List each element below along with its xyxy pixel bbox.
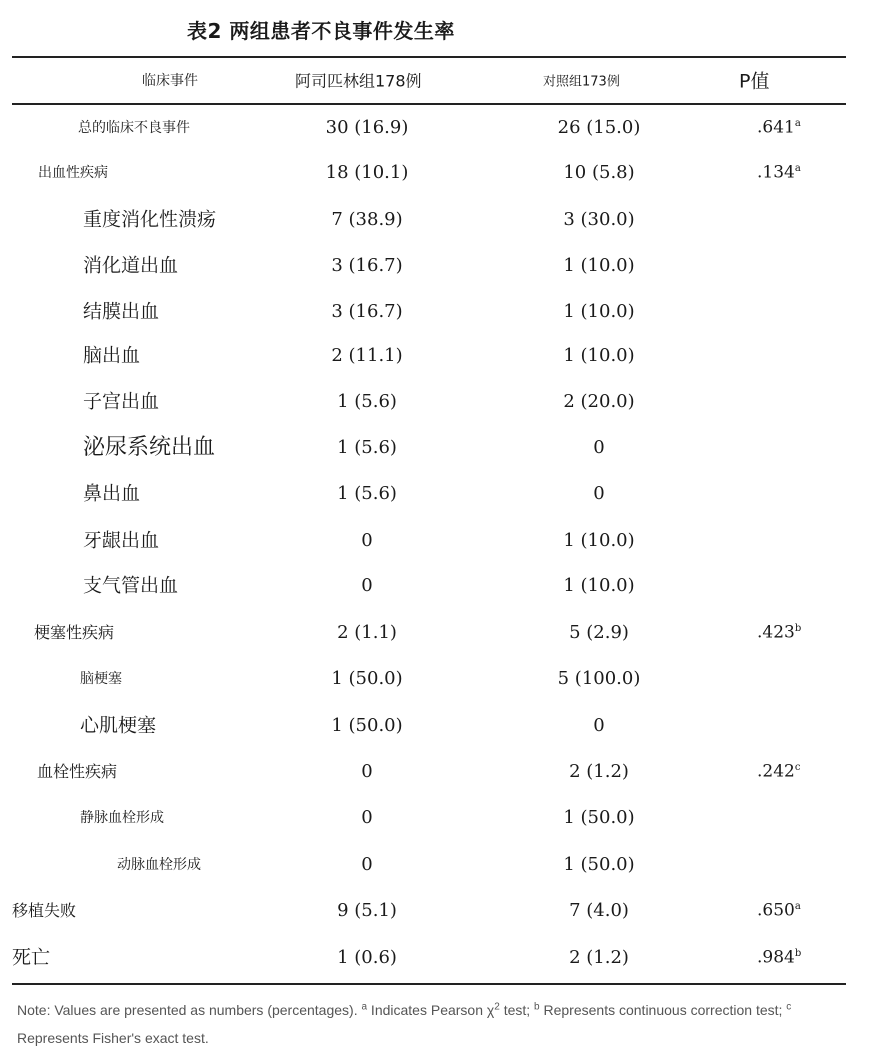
table-row [0, 390, 880, 413]
control-value: 0 [593, 437, 605, 458]
aspirin-value: 3 (16.7) [331, 255, 403, 276]
event-label: 血栓性疾病 [37, 762, 118, 781]
table-row [0, 208, 880, 231]
table-row [0, 807, 880, 828]
table-row [0, 117, 880, 138]
aspirin-value: 0 [361, 761, 373, 782]
aspirin-value: 18 (10.1) [325, 162, 409, 183]
control-value: 1 (10.0) [563, 255, 635, 276]
table-row [0, 714, 880, 737]
table-bottom-rule [12, 983, 846, 985]
table-row [0, 162, 880, 183]
table-row [0, 482, 880, 505]
table-row [0, 900, 880, 921]
table-row [0, 529, 880, 552]
event-label: 牙龈出血 [83, 529, 160, 552]
table-row [0, 761, 880, 782]
control-value: 0 [593, 715, 605, 736]
aspirin-value: 0 [361, 530, 373, 551]
p-value-footnote-marker: a [794, 117, 801, 129]
table-row [0, 254, 880, 277]
aspirin-value: 1 (0.6) [337, 947, 397, 968]
event-label: 死亡 [12, 946, 51, 969]
header-p-value: P值 [739, 70, 770, 93]
aspirin-value: 1 (5.6) [337, 437, 397, 458]
event-label: 移植失败 [12, 901, 77, 920]
header-aspirin-group: 阿司匹林组178例 [295, 71, 422, 91]
event-label: 总的临床不良事件 [78, 120, 190, 136]
event-label: 脑出血 [83, 344, 141, 367]
control-value: 5 (100.0) [557, 668, 641, 689]
table-header-rule [12, 103, 846, 105]
control-value: 1 (10.0) [563, 345, 635, 366]
aspirin-value: 30 (16.9) [325, 117, 409, 138]
table-row [0, 574, 880, 597]
aspirin-value: 0 [361, 575, 373, 596]
control-value: 3 (30.0) [563, 209, 635, 230]
p-value: .134$^a$ [757, 162, 801, 183]
p-value-footnote-marker: a [794, 162, 801, 174]
aspirin-value: 1 (5.6) [337, 483, 397, 504]
control-value: 0 [593, 483, 605, 504]
p-value-footnote-marker: a [794, 900, 801, 912]
table-row [0, 946, 880, 969]
event-label: 心肌梗塞 [80, 714, 157, 737]
table-row [0, 300, 880, 323]
event-label: 泌尿系统出血 [83, 435, 216, 460]
control-value: 1 (50.0) [563, 854, 635, 875]
header-control-group: 对照组173例 [543, 74, 620, 90]
event-label: 梗塞性疾病 [34, 623, 115, 642]
control-value: 2 (1.2) [569, 761, 629, 782]
event-label: 重度消化性溃疡 [83, 208, 217, 231]
event-label: 鼻出血 [83, 482, 141, 505]
control-value: 7 (4.0) [569, 900, 629, 921]
table-row [0, 854, 880, 875]
header-event: 临床事件 [142, 73, 198, 89]
aspirin-value: 1 (50.0) [331, 715, 403, 736]
event-label: 子宫出血 [83, 390, 160, 413]
p-value-footnote-marker: b [794, 947, 802, 959]
aspirin-value: 0 [361, 854, 373, 875]
event-label: 出血性疾病 [38, 165, 108, 181]
event-label: 消化道出血 [83, 254, 179, 277]
control-value: 26 (15.0) [557, 117, 641, 138]
table-top-rule [12, 56, 846, 58]
p-value: .242$^c$ [757, 761, 801, 782]
aspirin-value: 3 (16.7) [331, 301, 403, 322]
event-label: 结膜出血 [83, 300, 160, 323]
control-value: 1 (10.0) [563, 575, 635, 596]
aspirin-value: 0 [361, 807, 373, 828]
p-value: .423$^b$ [757, 622, 802, 643]
aspirin-value: 1 (50.0) [331, 668, 403, 689]
table-row [0, 668, 880, 689]
p-value-footnote-marker: b [794, 622, 802, 634]
p-value-footnote-marker: c [794, 761, 801, 773]
p-value: .641$^a$ [757, 117, 801, 138]
table-row [0, 622, 880, 643]
control-value: 1 (10.0) [563, 301, 635, 322]
p-value: .650$^a$ [757, 900, 801, 921]
control-value: 10 (5.8) [563, 162, 635, 183]
event-label: 静脉血栓形成 [80, 810, 164, 826]
event-label: 支气管出血 [83, 574, 179, 597]
table-title: 表2 两组患者不良事件发生率 [187, 19, 455, 43]
aspirin-value: 2 (1.1) [337, 622, 397, 643]
table-row [0, 344, 880, 367]
p-value: .984$^b$ [757, 947, 802, 968]
control-value: 1 (10.0) [563, 530, 635, 551]
aspirin-value: 1 (5.6) [337, 391, 397, 412]
table-row [0, 435, 880, 460]
control-value: 1 (50.0) [563, 807, 635, 828]
event-label: 脑梗塞 [80, 671, 122, 687]
event-label: 动脉血栓形成 [117, 857, 201, 873]
aspirin-value: 9 (5.1) [337, 900, 397, 921]
aspirin-value: 2 (11.1) [331, 345, 403, 366]
control-value: 2 (20.0) [563, 391, 635, 412]
control-value: 2 (1.2) [569, 947, 629, 968]
aspirin-value: 7 (38.9) [331, 209, 403, 230]
table-note: Note: Values are presented as numbers (percentages). $^a$ Indicates Pearson $\chi^2$ test; $^b$ Represents continuous correction test; $^c$ Represents Fisher's exact test. [17, 1001, 792, 1046]
control-value: 5 (2.9) [569, 622, 629, 643]
